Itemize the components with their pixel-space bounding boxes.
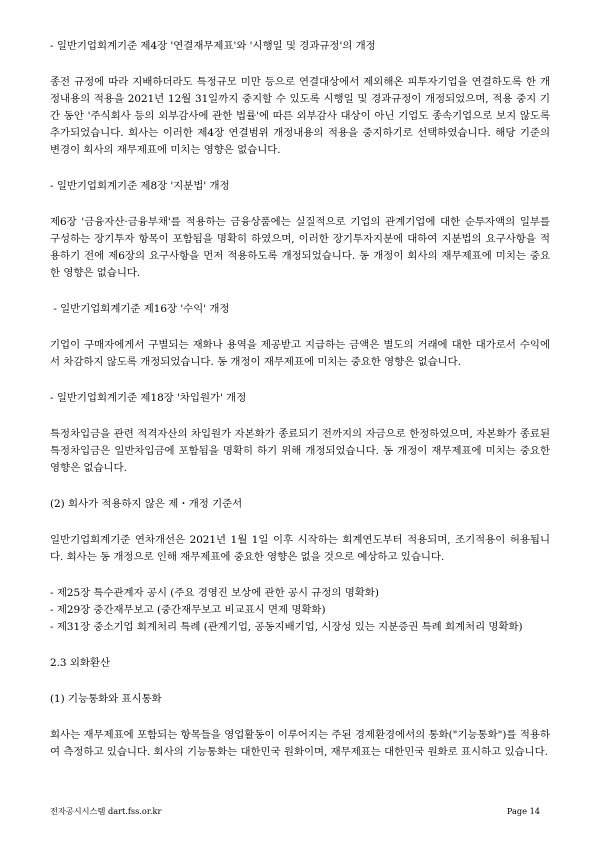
paragraph-consolidated-fs: 종전 규정에 따라 지배하더라도 특정규모 미만 등으로 연결대상에서 제외해온 피투자기업을 연결하도록 한 개정내용의 적용을 2021년 12월 31일까지 중지할 수 있도록 시행일 및 경과규정이 개정되었으며, 적용 중지 기간 동안 '주식회사 등의 외부감사에 관한 법률'에 따른 외부감사 대상이 아닌 기업도 종속기업으로 보지 않도록 추가되었습니다. 회사는 이러한 제4장 연결범위 개정내용의 적용을 중지하기로 선택하였습니다. 해당 기준의 변경이 회사의 재무제표에 미치는 영향은 없습니다. — [50, 76, 550, 156]
section-heading-foreign-currency: 2.3 외화환산 — [50, 657, 110, 669]
document-body — [50, 38, 550, 780]
footer-source: 전자공시시스템 dart.fss.or.kr — [50, 806, 162, 816]
paragraph-functional-currency: 회사는 재무제표에 포함되는 항목들을 영업활동이 이루어지는 주된 경제환경에서의 통화("기능통화")를 적용하여 측정하고 있습니다. 회사의 기능통화는 대한민국 원화이며, 재무제표는 대한민국 원화로 표시하고 있습니다. — [50, 729, 550, 758]
page-number: Page 14 — [506, 806, 540, 816]
paragraph-equity-method: 제6장 '금융자산·금융부채'를 적용하는 금융상품에는 실질적으로 기업의 관계기업에 대한 순투자액의 일부를 구성하는 장기투자 항목이 포함됨을 명확히 하였으며, 이러한 장기투자지분에 대하여 지분법의 요구사항을 적용하기 전에 제6장의 요구사항을 먼저 적용하도록 개정되었습니다. 동 개정이 회사의 재무제표에 미치는 중요한 영향은 없습니다. — [50, 216, 550, 279]
section-heading-unapplied-standards: (2) 회사가 적용하지 않은 제・개정 기준서 — [50, 498, 243, 510]
section-heading-borrowing-costs: - 일반기업회계기준 제18장 '차입원가' 개정 — [50, 392, 247, 404]
section-heading-functional-currency: (1) 기능통화와 표시통화 — [50, 693, 162, 705]
paragraph-borrowing-costs: 특정차입금을 관련 적격자산의 차입원가 자본화가 종료되기 전까지의 자금으로 한정하였으며, 자본화가 종료된 특정차입금은 일반차입금에 포함됨을 명확히 하기 위해 개정되었습니다. 동 개정이 재무제표에 미치는 중요한 영향은 없습니다. — [50, 428, 550, 474]
list-item: - 제29장 중간재무보고 (중간재무보고 비교표시 면제 명확화) — [50, 604, 326, 616]
section-heading-revenue: - 일반기업회계기준 제16장 '수익' 개정 — [50, 303, 230, 315]
paragraph-unapplied-standards: 일반기업회계기준 연차개선은 2021년 1월 1일 이후 시작하는 회계연도부터 적용되며, 조기적용이 허용됩니다. 회사는 동 개정으로 인해 재무제표에 중요한 영향은 없을 것으로 예상하고 있습니다. — [50, 534, 550, 563]
list-item: - 제25장 특수관계자 공시 (주요 경영진 보상에 관한 공시 규정의 명확화) — [50, 587, 379, 599]
section-heading-consolidated-fs: - 일반기업회계기준 제4장 '연결재무제표'와 '시행일 및 경과규정'의 개정 — [50, 40, 376, 52]
paragraph-revenue: 기업이 구매자에게서 구별되는 재화나 용역을 제공받고 지급하는 금액은 별도의 거래에 대한 대가로서 수익에서 차감하지 않도록 개정되었습니다. 동 개정이 재무제표에 미치는 중요한 영향은 없습니다. — [50, 339, 550, 368]
page-footer — [50, 806, 540, 817]
amendment-list — [50, 585, 550, 636]
section-heading-equity-method: - 일반기업회계기준 제8장 '지분법' 개정 — [50, 180, 230, 192]
list-item: - 제31장 중소기업 회계처리 특례 (관계기업, 공동지배기업, 시장성 있는 지분증권 특례 회계처리 명확화) — [50, 621, 523, 633]
